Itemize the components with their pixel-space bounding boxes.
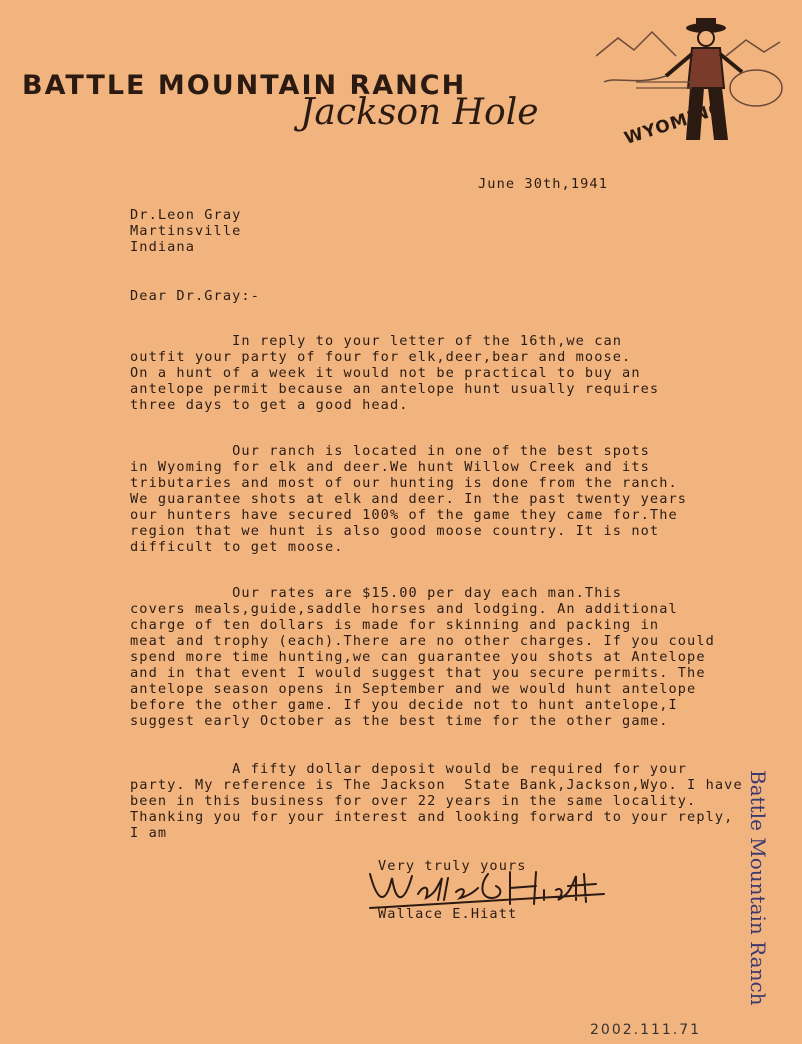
text-line: tributaries and most of our hunting is done from the ranch. [130, 475, 678, 491]
recipient-line: Indiana [130, 239, 195, 255]
text-line: A fifty dollar deposit would be required for your [130, 761, 688, 777]
text-line: We guarantee shots at elk and deer. In the past twenty years [130, 491, 688, 507]
recipient-address [130, 207, 241, 255]
letter-date: June 30th,1941 [478, 176, 608, 192]
text-line: I am [130, 825, 168, 841]
text-line: and in that event I would suggest that you secure permits. The [130, 665, 706, 681]
text-line: our hunters have secured 100% of the game they came for.The [130, 507, 678, 523]
recipient-line: Martinsville [130, 223, 242, 239]
text-line: Our ranch is located in one of the best spots [130, 443, 650, 459]
text-line: been in this business for over 22 years in the same locality. [130, 793, 697, 809]
text-line: region that we hunt is also good moose country. It is not [130, 523, 660, 539]
state-name: WYOMING [622, 98, 727, 150]
signer-name: Wallace E.Hiatt [378, 906, 518, 922]
text-line: suggest early October as the best time for the other game. [130, 713, 669, 729]
location-script: Jackson Hole [300, 92, 539, 133]
paragraph-3 [130, 585, 715, 729]
text-line: Thanking you for your interest and looking forward to your reply, [130, 809, 734, 825]
paragraph-1 [130, 333, 659, 413]
paragraph-2 [130, 443, 687, 555]
text-line: outfit your party of four for elk,deer,bear and moose. [130, 349, 632, 365]
closing: Very truly yours [378, 858, 527, 874]
text-line: antelope permit because an antelope hunt usually requires [130, 381, 660, 397]
text-line: before the other game. If you decide not to hunt antelope,I [130, 697, 678, 713]
paragraph-4 [130, 761, 743, 841]
handwritten-margin-note: Battle Mountain Ranch [746, 770, 770, 1006]
text-line: difficult to get moose. [130, 539, 344, 555]
text-line: On a hunt of a week it would not be practical to buy an [130, 365, 641, 381]
text-line: in Wyoming for elk and deer.We hunt Willow Creek and its [130, 459, 650, 475]
salutation: Dear Dr.Gray:- [130, 288, 260, 304]
text-line: In reply to your letter of the 16th,we can [130, 333, 623, 349]
text-line: party. My reference is The Jackson State Bank,Jackson,Wyo. I have [130, 777, 743, 793]
text-line: Our rates are $15.00 per day each man.This [130, 585, 623, 601]
text-line: three days to get a good head. [130, 397, 409, 413]
recipient-line: Dr.Leon Gray [130, 207, 242, 223]
text-line: spend more time hunting,we can guarantee you shots at Antelope [130, 649, 706, 665]
text-line: antelope season opens in September and we would hunt antelope [130, 681, 697, 697]
ranch-name: BATTLE MOUNTAIN RANCH [22, 70, 467, 101]
text-line: meat and trophy (each).There are no other charges. If you could [130, 633, 715, 649]
text-line: covers meals,guide,saddle horses and lodging. An additional [130, 601, 678, 617]
text-line: charge of ten dollars is made for skinning and packing in [130, 617, 660, 633]
catalog-number: 2002.111.71 [590, 1022, 702, 1038]
